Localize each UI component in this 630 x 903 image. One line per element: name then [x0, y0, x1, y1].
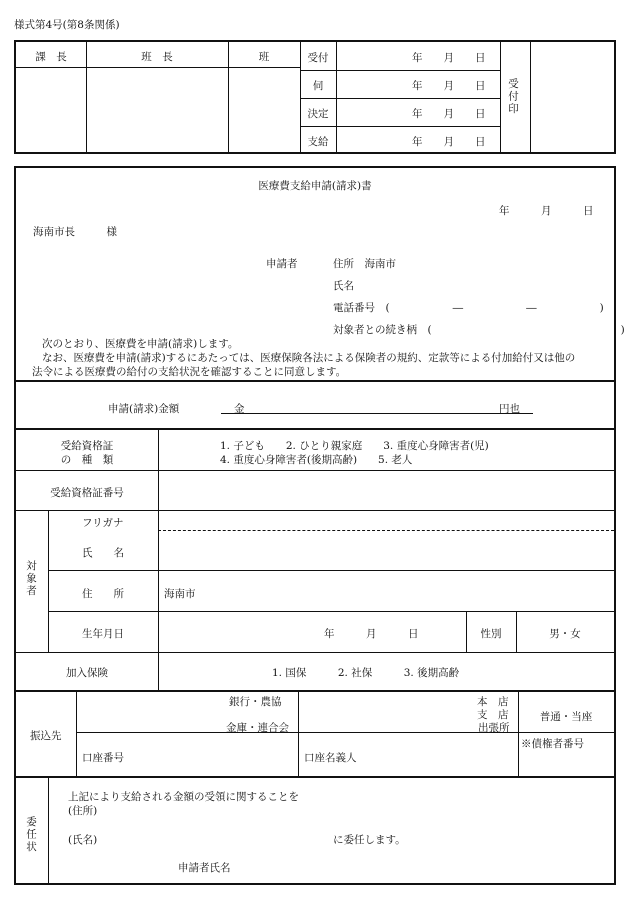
- subject-address-label: 住 所: [82, 588, 124, 600]
- addressee: 海南市長 様: [33, 226, 117, 238]
- uketsuke-date: 年 月 日: [412, 52, 486, 64]
- amount-prefix: 金: [234, 403, 245, 415]
- account-holder-label: 口座名義人: [304, 752, 357, 764]
- qualification-label-1: 受給資格証: [60, 440, 114, 452]
- application-date: 年 月 日: [499, 205, 594, 217]
- kacho-label: 課 長: [35, 51, 67, 63]
- shikyu-date: 年 月 日: [412, 136, 486, 148]
- application-form: [14, 166, 625, 885]
- kettei-date: 年 月 日: [412, 108, 486, 120]
- insurance-options: 1. 国保 2. 社保 3. 後期高齢: [272, 667, 460, 679]
- subject-name-label: 氏 名: [82, 547, 124, 559]
- delegation-applicant-name: 申請者氏名: [178, 862, 231, 874]
- ukagai-label: 伺: [312, 80, 324, 92]
- applicant-address-label: 住所 海南市: [333, 258, 396, 270]
- subject-group-label: 対象者: [25, 560, 37, 598]
- stamp-label: 受付印: [507, 78, 519, 116]
- statement-1: 次のとおり、医療費を申請(請求)します。: [42, 338, 239, 350]
- bank-type-1: 銀行・農協: [229, 696, 282, 708]
- approval-table: [14, 40, 616, 154]
- account-type: 普通・当座: [539, 711, 593, 723]
- statement-3: 法令による医療費の給付の支給状況を確認することに同意します。: [32, 366, 347, 378]
- hancho-label: 班 長: [141, 51, 173, 63]
- subject-birth-label: 生年月日: [82, 628, 124, 640]
- applicant-phone-label: 電話番号 ( ― ― ): [333, 302, 604, 314]
- amount-suffix: 円也: [499, 403, 520, 415]
- delegation-label: 委任状: [25, 816, 37, 854]
- applicant-label: 申請者: [266, 258, 298, 270]
- qualification-label-2: の 種 類: [60, 454, 114, 466]
- applicant-relation-label: 対象者との続き柄 ( ): [333, 324, 625, 336]
- creditor-number-label: ※債権者番号: [521, 738, 584, 750]
- qualification-options-2: 4. 重度心身障害者(後期高齢) 5. 老人: [220, 454, 413, 466]
- transfer-label: 振込先: [30, 730, 62, 742]
- subject-address-value: 海南市: [164, 588, 196, 600]
- form-title: 医療費支給申請(請求)書: [258, 180, 372, 192]
- amount-underline: [221, 413, 533, 414]
- bank-type-2: 金庫・連合会: [226, 722, 289, 734]
- shikyu-label: 支給: [307, 136, 329, 148]
- ukagai-date: 年 月 日: [412, 80, 486, 92]
- applicant-name-label: 氏名: [333, 280, 354, 292]
- qualification-options-1: 1. 子ども 2. ひとり親家庭 3. 重度心身障害者(児): [220, 440, 489, 452]
- han-label: 班: [258, 51, 270, 63]
- branch-type-1: 本 店: [477, 696, 509, 708]
- insurance-label: 加入保険: [66, 667, 108, 679]
- delegation-address: (住所): [68, 805, 98, 817]
- qualification-number-label: 受給資格証番号: [50, 487, 124, 499]
- kettei-label: 決定: [307, 108, 329, 120]
- delegation-name: (氏名): [68, 834, 98, 846]
- form-number: 様式第4号(第8条関係): [14, 19, 120, 31]
- statement-2: なお、医療費を申請(請求)するにあたっては、医療保険各法による保険者の規約、定款等による付加給付又は他の: [42, 352, 576, 364]
- delegation-delegate: に委任します。: [333, 834, 406, 846]
- branch-type-2: 支 店: [477, 709, 509, 721]
- branch-type-3: 出張所: [478, 722, 510, 734]
- amount-label: 申請(請求)金額: [108, 403, 180, 415]
- subject-birth-value: 年 月 日: [324, 628, 419, 640]
- sex-value: 男・女: [549, 628, 581, 640]
- uketsuke-label: 受付: [307, 52, 329, 64]
- delegation-line-1: 上記により支給される金額の受領に関することを: [68, 791, 299, 803]
- account-number-label: 口座番号: [82, 752, 124, 764]
- sex-label: 性別: [480, 628, 502, 640]
- furigana-label: フリガナ: [82, 517, 124, 529]
